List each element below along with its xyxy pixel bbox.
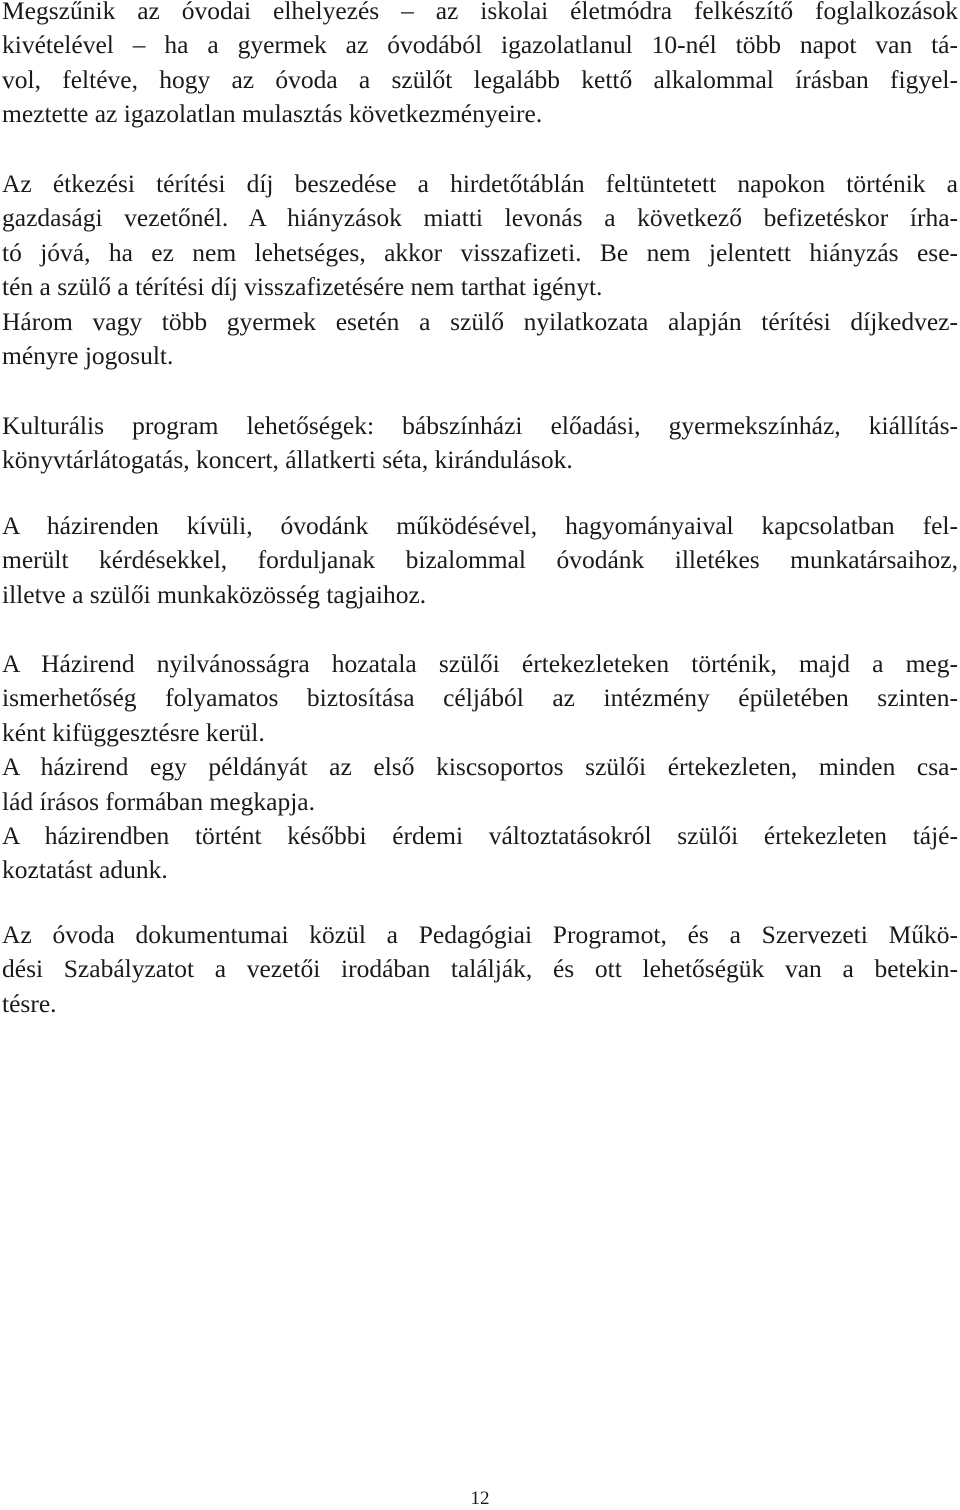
paragraph-questions [2, 509, 958, 612]
text-line: tésre. [2, 988, 57, 1018]
page-number: 12 [470, 1488, 490, 1509]
text-line: vol, feltéve, hogy az óvoda a szülőt legalább kettő alkalommal írásban figyel- [2, 64, 958, 94]
text-line: ként kifüggesztésre kerül. [2, 717, 265, 747]
text-line: merült kérdésekkel, forduljanak bizalommal óvodánk illetékes munkatársaihoz, [2, 545, 958, 575]
text-line: gazdasági vezetőnél. A hiányzások miatti levonás a következő befizetéskor írha- [2, 203, 958, 233]
paragraph-absence [2, 0, 958, 132]
text-line: Az étkezési térítési díj beszedése a hirdetőtáblán feltüntetett napokon történik a [2, 169, 958, 198]
text-line: Megszűnik az óvodai elhelyezés – az iskolai életmódra felkészítő foglalkozások [2, 0, 958, 25]
text-line: lád írásos formában megkapja. [2, 786, 315, 816]
text-line: ményre jogosult. [2, 341, 174, 371]
text-line: Három vagy több gyermek esetén a szülő nyilatkozata alapján térítési díjkedvez- [2, 306, 958, 336]
paragraph-meal-fee [2, 167, 958, 373]
text-line: tén a szülő a térítési díj visszafizetésére nem tarthat igényt. [2, 272, 603, 302]
text-line: A Házirend nyilvánosságra hozatala szülői értekezleteken történik, majd a meg- [2, 649, 958, 678]
paragraph-cultural [2, 409, 958, 478]
text-line: illetve a szülői munkaközösség tagjaihoz. [2, 579, 427, 609]
text-line: A házirendben történt későbbi érdemi változtatásokról szülői értekezleten tájé- [2, 821, 958, 851]
paragraph-documents [2, 918, 958, 1021]
text-line: A házirend egy példányát az első kiscsoportos szülői értekezleten, minden csa- [2, 752, 958, 782]
text-line: tó jóvá, ha ez nem lehetséges, akkor visszafizeti. Be nem jelentett hiányzás ese- [2, 237, 958, 267]
text-line: Az óvoda dokumentumai közül a Pedagógiai Programot, és a Szervezeti Műkö- [2, 920, 958, 949]
text-line: koztatást adunk. [2, 855, 168, 885]
text-line: dési Szabályzatot a vezetői irodában találják, és ott lehetőségük van a betekin- [2, 954, 958, 984]
text-line: könyvtárlátogatás, koncert, állatkerti séta, kirándulások. [2, 445, 573, 475]
text-line: ismerhetőség folyamatos biztosítása céljából az intézmény épületében szinten- [2, 683, 958, 713]
paragraph-publicity [2, 647, 958, 888]
text-line: Kulturális program lehetőségek: bábszínházi előadási, gyermekszínház, kiállítás- [2, 411, 958, 440]
text-line: meztette az igazolatlan mulasztás következményeire. [2, 99, 543, 129]
text-line: A házirenden kívüli, óvodánk működésével, hagyományaival kapcsolatban fel- [2, 511, 958, 540]
text-line: kivételével – ha a gyermek az óvodából igazolatlanul 10-nél több napot van tá- [2, 30, 958, 60]
